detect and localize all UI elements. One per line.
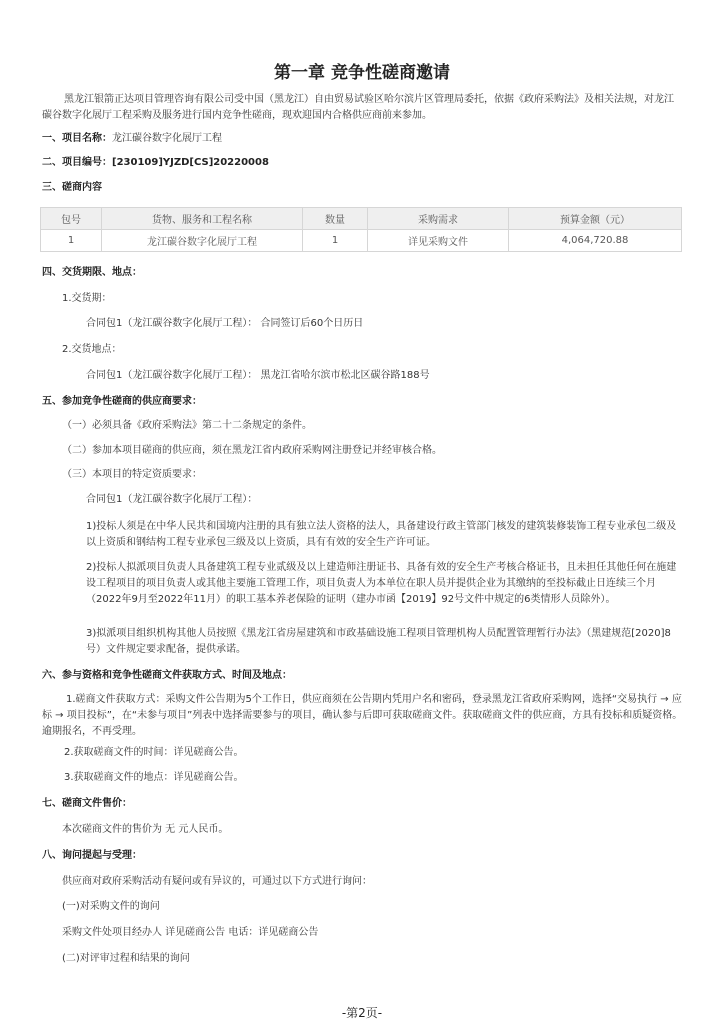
requirement-item: （二）参加本项目磋商的供应商，须在黑龙江省内政府采购网注册登记并经审核合格。 — [62, 445, 442, 456]
delivery-place-text: 合同包1（龙江碳谷数字化展厅工程）： 黑龙江省哈尔滨市松北区碳谷路188号 — [86, 370, 430, 381]
inquiry-item: (二)对评审过程和结果的询问 — [62, 953, 190, 964]
requirement-item: （一）必须具备《政府采购法》第二十二条规定的条件。 — [62, 420, 312, 431]
delivery-period-label: 1.交货期： — [62, 293, 112, 304]
requirement-detail: 3)拟派项目组织机构其他人员按照《黑龙江省房屋建筑和市政基础设施工程项目管理机构人员配置管理暂行办法》（黑建规范[2020]8 号）文件规定要求配备，提供承诺。 — [86, 628, 671, 655]
requirement-detail: 2)投标人拟派项目负责人具备建筑工程专业贰级及以上建造师注册证书、具备有效的安全生产考核合格证书，且未担任其他任何在施建设工程项目的项目负责人或其他主要施工管理工作，项目负责人为本单位在职人员并提供企业为其缴纳的至投标截止日连续三个月（2022年9月至2022年11月）的职工基本养老保险的证明（建办市函【2019】92号文件中规定的6类情形人员除外）。 — [86, 562, 677, 605]
table-header-row — [41, 208, 682, 230]
acquisition-place: 3.获取磋商文件的地点：详见磋商公告。 — [64, 772, 244, 783]
table-cell: 1 — [303, 230, 368, 252]
inquiry-contact: 采购文件处项目经办人 详见磋商公告 电话：详见磋商公告 — [62, 927, 319, 938]
section-delivery: 四、交货期限、地点： — [42, 267, 142, 278]
delivery-place-label: 2.交货地点： — [62, 344, 122, 355]
table-cell: 龙江碳谷数字化展厅工程 — [102, 230, 303, 252]
inquiry-text: 供应商对政府采购活动有疑问或有异议的，可通过以下方式进行询问： — [62, 876, 372, 887]
table-cell: 4,064,720.88 — [509, 230, 682, 252]
delivery-period-text: 合同包1（龙江碳谷数字化展厅工程）： 合同签订后60个日历日 — [86, 318, 364, 329]
section-project-number: 二、项目编号：[230109]YJZD[CS]20220008 — [42, 157, 269, 168]
section-consultation-content: 三、磋商内容 — [42, 182, 102, 193]
intro-paragraph: 黑龙江银箭正达项目管理咨询有限公司受中国（黑龙江）自由贸易试验区哈尔滨片区管理局委托，依据《政府采购法》及相关法规，对龙江碳谷数字化展厅工程采购及服务进行国内竞争性磋商，现欢迎国内合格供应商前来参加。 — [42, 94, 674, 121]
acquisition-method: 1.磋商文件获取方式：采购文件公告期为5个工作日，供应商须在公告期内凭用户名和密码，登录黑龙江省政府采购网，选择“交易执行 → 应标 → 项目投标”，在“未参与项目”列表中选择需要参与的项目，确认参与后即可获取磋商文件。获取磋商文件的供应商，方具有投标和质疑资格。逾期报名，不再受理。 — [42, 694, 683, 737]
table-header: 数量 — [303, 208, 368, 230]
price-text: 本次磋商文件的售价为 无 元人民币。 — [62, 824, 229, 835]
project-name-value: 龙江碳谷数字化展厅工程 — [112, 133, 222, 144]
section-project-name — [42, 131, 222, 147]
table-cell: 1 — [41, 230, 102, 252]
table-header: 采购需求 — [368, 208, 509, 230]
table-header: 包号 — [41, 208, 102, 230]
page-number: -第2页- — [341, 1006, 383, 1020]
page-title: 第一章 竞争性磋商邀请 — [274, 63, 450, 83]
requirement-subtitle: 合同包1（龙江碳谷数字化展厅工程）： — [86, 494, 258, 505]
section-inquiry: 八、询问提起与受理： — [42, 850, 142, 861]
items-table — [40, 207, 682, 252]
section-supplier-requirements: 五、参加竞争性磋商的供应商要求： — [42, 396, 202, 407]
requirement-item: （三）本项目的特定资质要求： — [62, 469, 202, 480]
section-heading: 一、项目名称： — [42, 133, 112, 144]
table-row — [41, 230, 682, 252]
table-header: 预算金额（元） — [509, 208, 682, 230]
table-header: 货物、服务和工程名称 — [102, 208, 303, 230]
table-cell: 详见采购文件 — [368, 230, 509, 252]
section-acquisition: 六、参与资格和竞争性磋商文件获取方式、时间及地点： — [42, 670, 292, 681]
requirement-detail: 1)投标人须是在中华人民共和国境内注册的具有独立法人资格的法人，具备建设行政主管部门核发的建筑装修装饰工程专业承包二级及以上资质和钢结构工程专业承包三级及以上资质，具有有效的安全生产许可证。 — [86, 521, 677, 548]
section-price: 七、磋商文件售价： — [42, 798, 132, 809]
inquiry-item: (一)对采购文件的询问 — [62, 901, 160, 912]
acquisition-time: 2.获取磋商文件的时间：详见磋商公告。 — [64, 747, 244, 758]
